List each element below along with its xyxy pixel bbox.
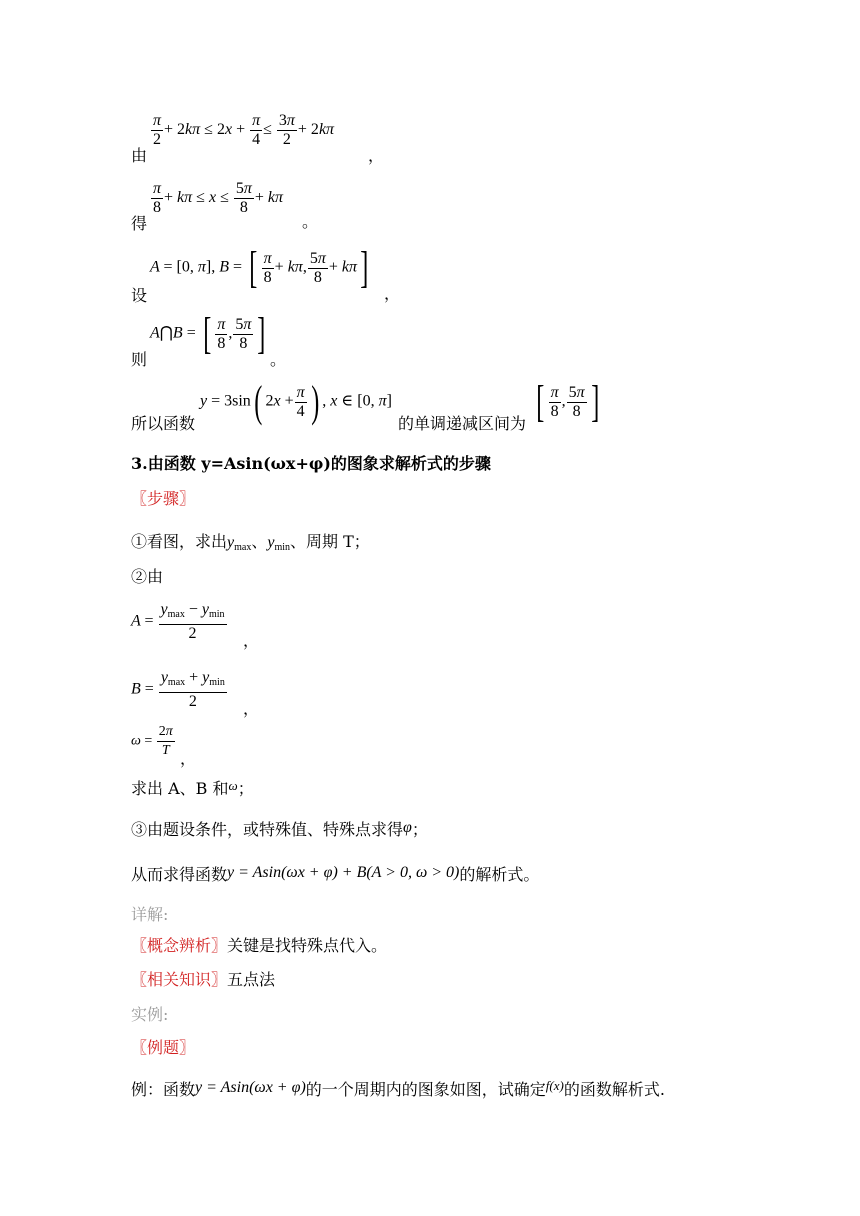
- punct: ，: [368, 146, 385, 165]
- ymax-symbol: $y_{max}$: [227, 534, 252, 553]
- conclusion-formula: y = Asin(ωx + φ) + B(A > 0, ω > 0): [227, 864, 460, 881]
- example-formula: y = Asin(ωx + φ): [195, 1079, 306, 1096]
- phi-symbol: φ: [403, 819, 412, 836]
- formula-omega: ω = $\frac{2\pi}{T}$: [131, 724, 173, 758]
- step-1: [131, 529, 370, 553]
- formula-inequality-2: $\frac{\pi}{8}$ + kπ ≤ x ≤ $\frac{5\pi}{8}$ + kπ: [153, 180, 284, 216]
- formula-interval-result: [ $\frac{\pi}{8}$ , $\frac{5\pi}{8}$ ]: [536, 377, 600, 426]
- related-text: 五点法: [227, 970, 276, 989]
- concept-tag: 〖概念辨析〗: [131, 936, 228, 955]
- lead-she: 设: [131, 286, 148, 305]
- example-tag: 〖例题〗: [131, 1038, 196, 1057]
- step-1-text-a: ①看图，求出: [131, 532, 228, 551]
- example-line: [131, 1077, 665, 1100]
- punct: 。: [270, 350, 287, 369]
- step-1-text-b: 、周期 T；: [290, 532, 370, 551]
- punct: ，: [243, 631, 260, 650]
- steps-tag: 〖步骤〗: [131, 489, 196, 508]
- omega-symbol: ω: [228, 778, 238, 793]
- related-tag: 〖相关知识〗: [131, 970, 228, 989]
- punct: ；: [411, 820, 428, 839]
- separator: 、: [251, 532, 268, 551]
- conclusion-text: 从而求得函数: [131, 865, 228, 884]
- solve-text: 求出 A、B 和: [131, 779, 229, 798]
- ymin-symbol: $y_{min}$: [267, 534, 291, 553]
- related-line: [131, 967, 275, 990]
- lead-ze: 则: [131, 350, 148, 369]
- formula-function-y: y = 3sin( 2x + $\frac{\pi}{4}$ ) , x ∈ [0, π]: [200, 377, 392, 426]
- lead-de: 得: [131, 214, 148, 233]
- section-heading: 3.由函数 y=Asin(ωx+φ)的图象求解析式的步骤: [131, 454, 491, 473]
- example-label: 实例:: [131, 1005, 169, 1024]
- concept-line: [131, 933, 387, 956]
- example-text-b: 的一个周期内的图象如图，试确定: [305, 1080, 546, 1099]
- example-text-c: 的函数解析式.: [563, 1080, 665, 1099]
- formula-B: B = $\frac{y_{max} + y_{min}}{2}$: [131, 669, 225, 710]
- formula-A: A = $\frac{y_{max} - y_{min}}{2}$: [131, 601, 225, 642]
- step-2: ②由: [131, 567, 164, 586]
- concept-text: 关键是找特殊点代入。: [227, 936, 388, 955]
- lead-suoyi: 所以函数: [131, 414, 196, 433]
- formula-sets-AB: A = [0, π], B = [ $\frac{\pi}{8}$ + kπ, $\frac{5\pi}{8}$ + kπ]: [150, 243, 369, 292]
- punct: ，: [384, 284, 401, 303]
- formula-intersection: A⋂B = [ $\frac{\pi}{8}$ , $\frac{5\pi}{8}$ ]: [150, 309, 266, 358]
- formula-inequality-1: $\frac{\pi}{2}$ + 2kπ ≤ 2x + $\frac{\pi}{4}$ ≤ $\frac{3\pi}{2}$ + 2kπ: [153, 112, 335, 148]
- punct: 。: [302, 212, 319, 231]
- punct: ，: [243, 699, 260, 718]
- step-3-text: ③由题设条件，或特殊值、特殊点求得: [131, 820, 404, 839]
- step-3: [131, 817, 428, 840]
- example-text-a: 例：函数: [131, 1080, 196, 1099]
- conclusion-line: [131, 862, 539, 885]
- punct: ，: [180, 749, 197, 768]
- fx-symbol: f(x): [545, 1078, 564, 1093]
- lead-you: 由: [131, 146, 148, 165]
- text-decreasing-interval: 的单调递减区间为: [398, 414, 527, 433]
- solve-line: [131, 776, 254, 799]
- punct: ；: [237, 779, 254, 798]
- conclusion-end: 的解析式。: [459, 865, 540, 884]
- detail-label: 详解:: [131, 905, 169, 924]
